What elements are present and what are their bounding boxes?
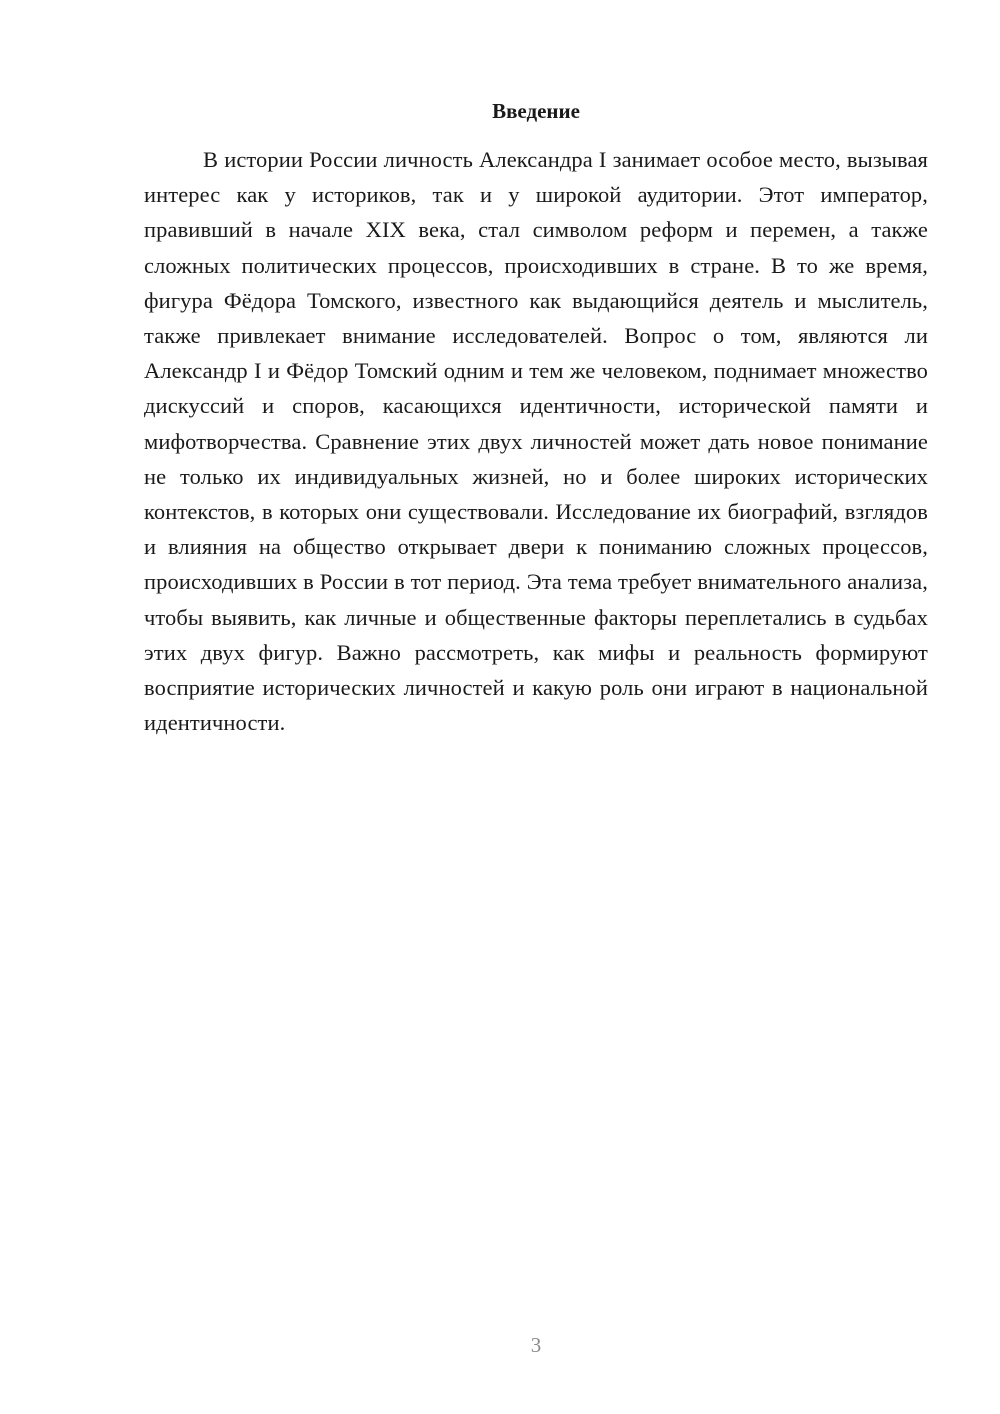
section-heading: Введение (492, 99, 580, 123)
page-number: 3 (530, 1333, 542, 1357)
body-paragraph: В истории России личность Александра I занимает особое место, вызывая интерес как у историков, так и у широкой аудитории. Этот император, правивший в начале XIX века, стал символом реформ и перемен, а также сложных политических процессов, происходивших в стране. В то же время, фигура Фёдора Томского, известного как выдающийся деятель и мыслитель, также привлекает внимание исследователей. Вопрос о том, являются ли Александр I и Фёдор Томский одним и тем же человеком, поднимает множество дискуссий и споров, касающихся идентичности, исторической памяти и мифотворчества. Сравнение этих двух личностей может дать новое понимание не только их индивидуальных жизней, но и более широких исторических контекстов, в которых они существовали. Исследование их биографий, взглядов и влияния на общество открывает двери к пониманию сложных процессов, происходивших в России в тот период. Эта тема требует внимательного анализа, чтобы выявить, как личные и общественные факторы переплетались в судьбах этих двух фигур. Важно рассмотреть, как мифы и реальность формируют восприятие исторических личностей и какую роль они играют в национальной идентичности. (144, 147, 928, 736)
